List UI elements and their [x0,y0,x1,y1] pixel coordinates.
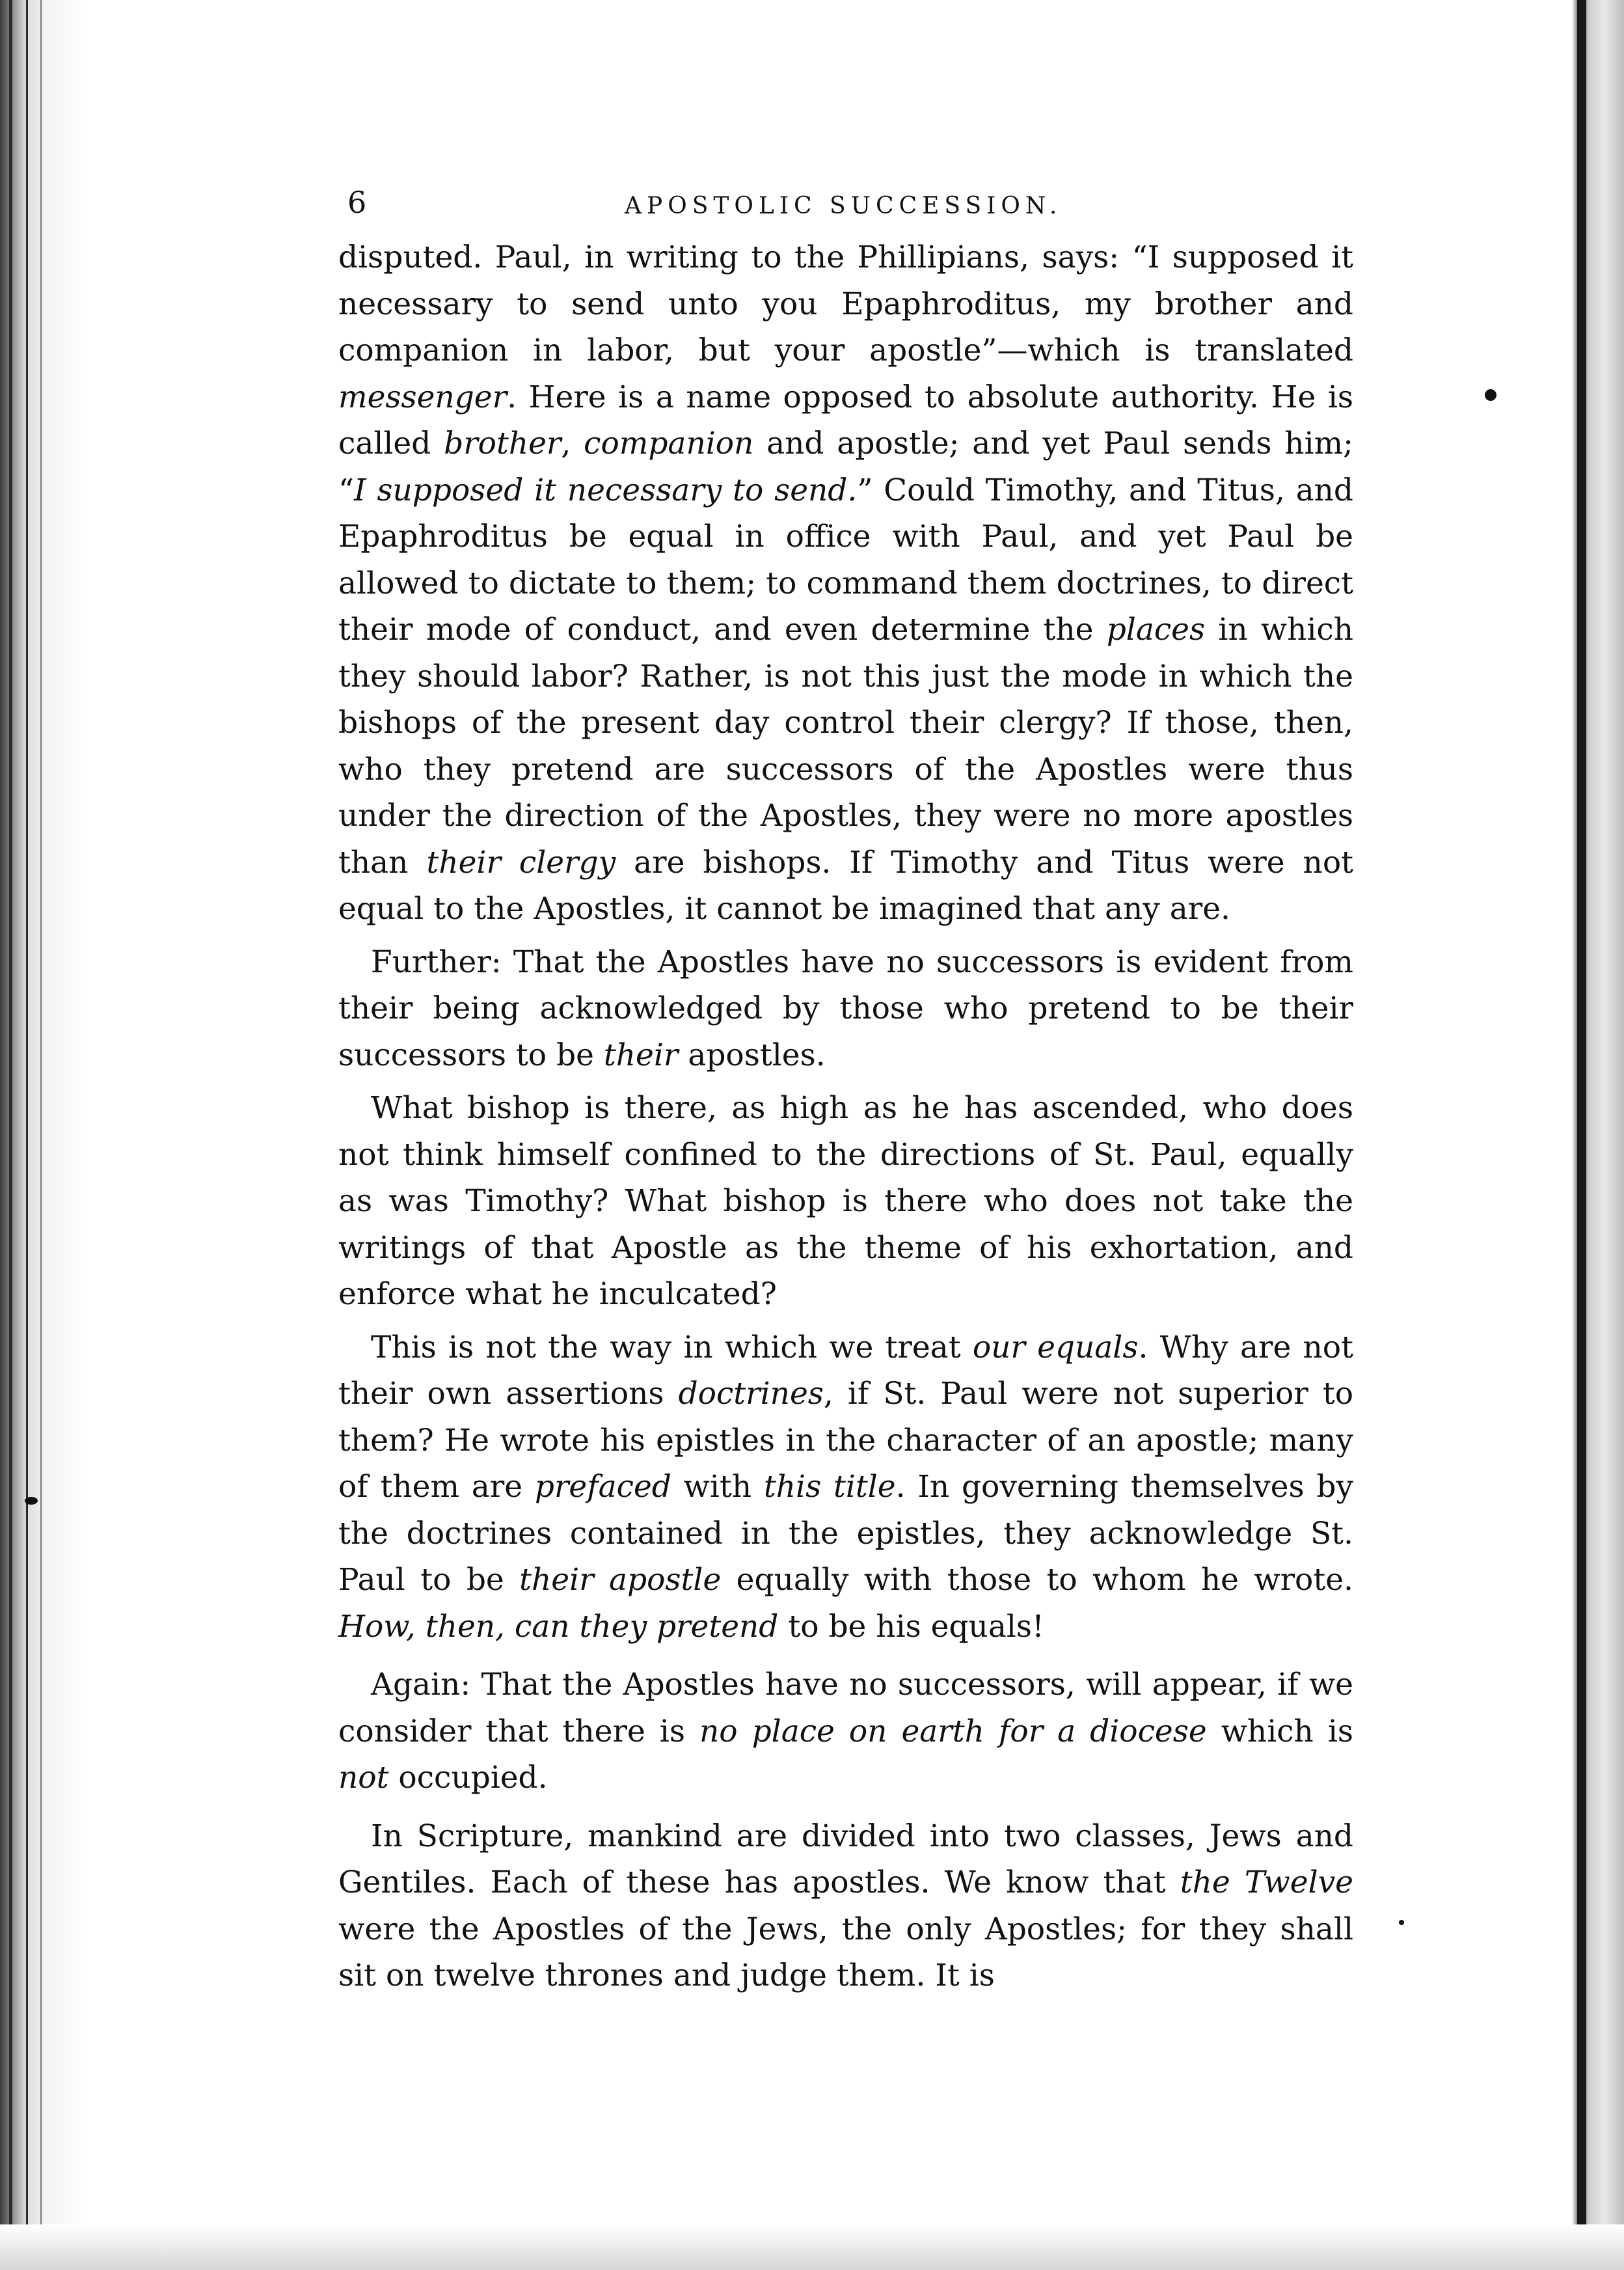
italic-text: not [338,1760,389,1796]
book-page [338,176,1353,1999]
text-run: Again: That the Apostles have no successors, will appear, if we consider that there is [338,1667,1353,1749]
scan-speck [1399,1920,1404,1925]
text-run: and apostle; and yet Paul sends him; “ [338,426,1353,508]
scan-page-edge [1494,0,1624,2270]
italic-text: How, then, can they pretend [338,1608,779,1645]
italic-text: no place on earth for a diocese [699,1713,1207,1749]
scan-speck [25,1497,38,1505]
italic-text: doctrines [678,1376,824,1412]
text-run: Further: That the Apostles have no successors is evident from their being acknowledged by those who pretend to be their successors to be [338,944,1353,1073]
paragraph [338,234,1353,933]
paragraph [338,939,1353,1079]
text-run: . Why are not their own assertions [338,1329,1353,1412]
running-head [338,176,1353,234]
text-run: This is not the way in which we treat [371,1329,973,1365]
page-edge-line [1577,0,1586,2270]
italic-text: their apostle [519,1562,722,1598]
text-run: disputed. Paul, in writing to the Phillipians, says: “I supposed it necessary to send unto you Epaphroditus, my brother and companion in labor, but your apostle”—which is translated [338,239,1353,368]
italic-text: their [603,1037,679,1073]
page-number: 6 [347,185,367,220]
paragraph [338,1085,1353,1318]
text-run: In Scripture, mankind are divided into two classes, Jews and Gentiles. Each of these has apostles. We know that [338,1818,1353,1900]
italic-text: messenger [338,379,508,415]
text-run: with [671,1469,764,1505]
text-run: which is [1206,1713,1353,1749]
text-run: occupied. [388,1760,548,1796]
text-run: , if St. Paul were not superior to them? He wrote his epistles in the character of an apostle; many of them are [338,1376,1353,1505]
scan-speck [1485,389,1496,401]
scan-bottom-shadow [0,2224,1624,2270]
text-run: ” Could Timothy, and Titus, and Epaphroditus be equal in office with Paul, and yet Paul be allowed to dictate to them; to command them doctrines, to direct their mode of conduct, and even determine the [338,472,1353,648]
paragraph [338,1661,1353,1801]
binding-rule [40,0,42,2270]
text-run: apostles. [678,1037,826,1073]
body-text [338,234,1353,1999]
italic-text: our equals [972,1329,1139,1365]
italic-text: I supposed it necessary to send. [354,472,858,508]
italic-text: this title [763,1469,896,1505]
scan-binding-shadow [0,0,85,2270]
italic-text: companion [584,426,754,461]
running-title: APOSTOLIC SUCCESSION. [625,193,1062,219]
text-run: . In governing themselves by the doctrines contained in the epistles, they acknowledge St. Paul to be [338,1469,1354,1598]
paragraph [338,1813,1353,1999]
italic-text: the Twelve [1180,1865,1353,1900]
text-run: to be his equals! [778,1608,1044,1645]
binding-rule [26,0,28,2270]
text-run: What bishop is there, as high as he has ascended, who does not think himself confined to the directions of St. Paul, equally as was Timothy? What bishop is there who does not take the writings of that Apostle as the theme of his exhortation, and enforce what he inculcated? [338,1090,1353,1312]
italic-text: brother [444,426,562,461]
text-run: , [561,426,584,461]
text-run: . Here is a name opposed to absolute authority. He is called [338,379,1353,461]
italic-text: their clergy [426,844,616,881]
text-run: were the Apostles of the Jews, the only Apostles; for they shall sit on twelve thrones and judge them. It is [338,1911,1353,1993]
paragraph [338,1324,1353,1650]
italic-text: places [1106,612,1206,648]
binding-rule [9,0,12,2270]
text-run: equally with those to whom he wrote. [721,1562,1353,1598]
text-run: are bishops. If Timothy and Titus were not equal to the Apostles, it cannot be imagined that any are. [338,844,1353,927]
text-run: in which they should labor? Rather, is not this just the mode in which the bishops of the present day control their clergy? If those, then, who they pretend are successors of the Apostles were thus under the direction of the Apostles, they were no more apostles than [338,612,1353,881]
italic-text: prefaced [534,1469,671,1505]
